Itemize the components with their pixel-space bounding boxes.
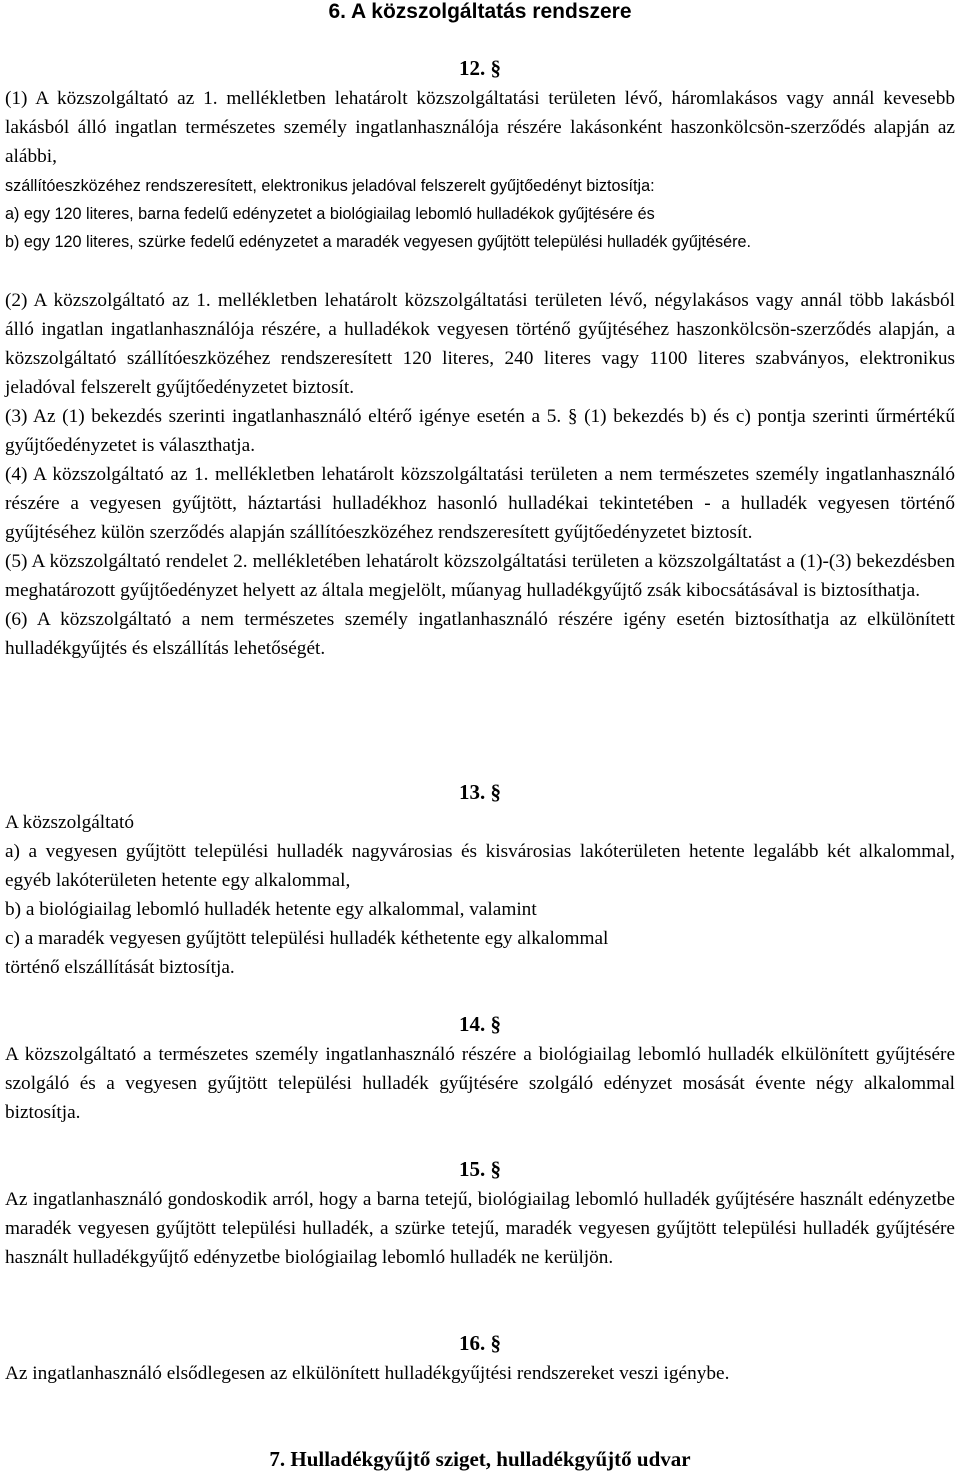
list-item-b: b) egy 120 literes, szürke fedelű edényzetet a maradék vegyesen gyűjtött települési hulladék gyűjtésére. bbox=[5, 233, 751, 251]
section-15-text: Az ingatlanhasználó gondoskodik arról, hogy a barna tetejű, biológiailag lebomló hulladék gyűjtésére használt edényzetbe maradék vegyesen gyűjtött települési hulladék, a szürke tetejű, maradék vegyesen gyűjtött települési hulladék gyűjtésére használt hulladékgyűjtő edényzetbe biológiailag lebomló hulladék ne kerüljön. bbox=[5, 1189, 955, 1268]
paragraph-5: (5) A közszolgáltató rendelet 2. mellékletében lehatárolt közszolgáltatási területen a közszolgáltatást a (1)-(3) bekezdésben meghatározott gyűjtőedényzet helyett az általa megjelölt, műanyag hulladékgyűjtő zsák kibocsátásával is biztosíthatja. bbox=[5, 551, 955, 601]
section-13-item-b: b) a biológiailag lebomló hulladék hetente egy alkalommal, valamint bbox=[5, 899, 537, 920]
section-15-heading: 15. § bbox=[459, 1157, 501, 1181]
section-13-body bbox=[5, 808, 955, 982]
section-12-heading: 12. § bbox=[459, 56, 501, 80]
section-13-intro: A közszolgáltató bbox=[5, 812, 135, 833]
section-12-paragraphs-2-6 bbox=[5, 286, 955, 663]
paragraph-4: (4) A közszolgáltató az 1. mellékletben lehatárolt közszolgáltatási területen a nem természetes személy ingatlanhasználó részére a vegyesen gyűjtött, háztartási hulladékhoz hasonló hulladékai tekintetében - a hulladék vegyesen történő gyűjtéséhez külön szerződés alapján szállítóeszközéhez rendszeresített gyűjtőedényzetet biztosít. bbox=[5, 464, 955, 543]
section-16-text: Az ingatlanhasználó elsődlegesen az elkülönített hulladékgyűjtési rendszereket veszi igénybe. bbox=[5, 1363, 730, 1384]
list-item-a: a) egy 120 literes, barna fedelű edényzetet a biológiailag lebomló hulladékok gyűjtésére és bbox=[5, 205, 655, 223]
section-12-paragraph-1-sans bbox=[5, 172, 955, 256]
paragraph-6: (6) A közszolgáltató a nem természetes személy ingatlanhasználó részére igény esetén biztosíthatja az elkülönített hulladékgyűjtés és elszállítás lehetőségét. bbox=[5, 609, 955, 659]
chapter-7-title: 7. Hulladékgyűjtő sziget, hulladékgyűjtő udvar bbox=[269, 1447, 691, 1471]
paragraph-3: (3) Az (1) bekezdés szerinti ingatlanhasználó eltérő igénye esetén a 5. § (1) bekezdés b) és c) pontja szerinti űrmértékű gyűjtőedényzetet is választhatja. bbox=[5, 406, 955, 456]
section-13-item-a: a) a vegyesen gyűjtött települési hulladék nagyvárosias és kisvárosias lakóterületen hetente legalább két alkalommal, egyéb lakóterületen hetente egy alkalommal, bbox=[5, 841, 955, 891]
paragraph-2: (2) A közszolgáltató az 1. mellékletben lehatárolt közszolgáltatási területen lévő, négylakásos vagy annál több lakásból álló ingatlan ingatlanhasználója részére, a hulladékok vegyesen történő gyűjtéséhez haszonkölcsön-szerződés alapján, a közszolgáltató szállítóeszközéhez rendszeresített 120 literes, 240 literes vagy 1100 literes szabványos, elektronikus jeladóval felszerelt gyűjtőedényzetet biztosít. bbox=[5, 290, 955, 398]
section-13-end: történő elszállítását biztosítja. bbox=[5, 957, 235, 978]
section-16-heading: 16. § bbox=[459, 1331, 501, 1355]
section-13-item-c: c) a maradék vegyesen gyűjtött települési hulladék kéthetente egy alkalommal bbox=[5, 928, 609, 949]
section-14-text: A közszolgáltató a természetes személy ingatlanhasználó részére a biológiailag lebomló hulladék elkülönített gyűjtésére szolgáló és a vegyesen gyűjtött települési hulladék gyűjtésére szolgáló edényzet mosását évente négy alkalommal biztosítja. bbox=[5, 1044, 955, 1123]
chapter-6-title: 6. A közszolgáltatás rendszere bbox=[328, 0, 632, 23]
section-13-heading: 13. § bbox=[459, 780, 501, 804]
section-12-paragraph-1-serif: (1) A közszolgáltató az 1. mellékletben lehatárolt közszolgáltatási területen lévő, háromlakásos vagy annál kevesebb lakásból álló ingatlan természetes személy ingatlanhasználója részére lakásonként haszonkölcsön-szerződés alapján az alábbi, bbox=[5, 88, 955, 167]
paragraph-line: szállítóeszközéhez rendszeresített, elektronikus jeladóval felszerelt gyűjtőedényt biztosítja: bbox=[5, 177, 655, 195]
section-14-heading: 14. § bbox=[459, 1012, 501, 1036]
